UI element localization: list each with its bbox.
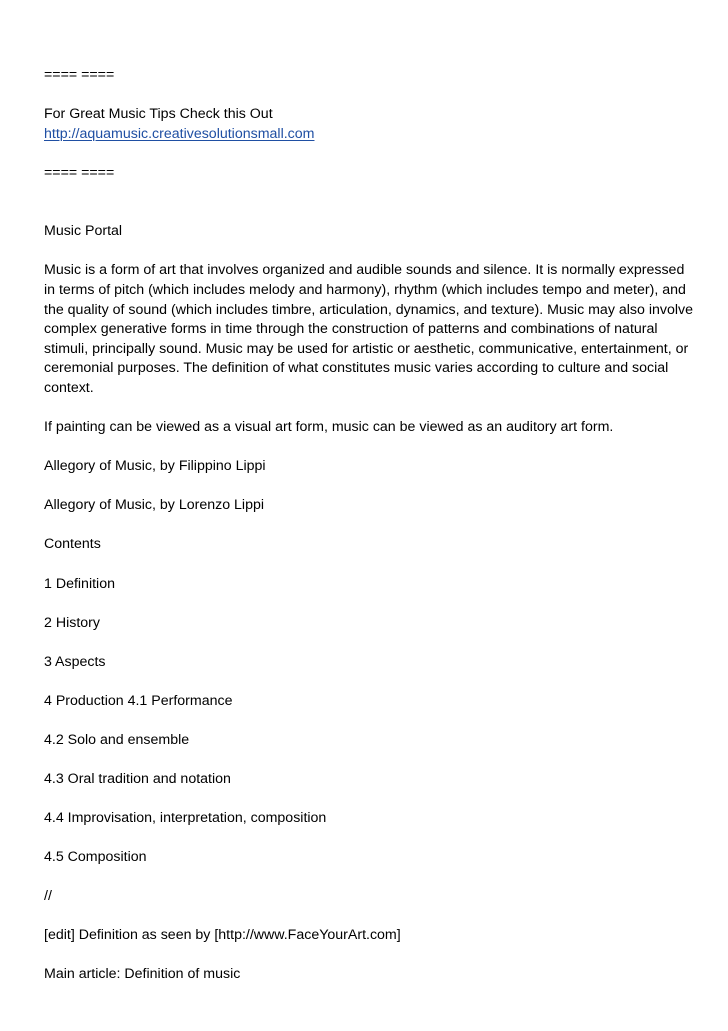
spacer: [44, 672, 694, 692]
spacer: [44, 399, 694, 419]
contents-item: 1 Definition: [44, 575, 115, 592]
promo-text: For Great Music Tips Check this Out: [44, 106, 273, 123]
spacer: [44, 183, 694, 222]
spacer: [44, 946, 694, 966]
spacer: [44, 86, 694, 106]
spacer: [44, 144, 694, 164]
contents-item: 3 Aspects: [44, 653, 106, 670]
main-article-note: Main article: Definition of music: [44, 966, 241, 983]
spacer: [44, 829, 694, 849]
spacer: [44, 633, 694, 653]
spacer: [44, 438, 694, 458]
contents-item: 4.2 Solo and ensemble: [44, 731, 190, 748]
contents-item: 4.4 Improvisation, interpretation, composition: [44, 810, 327, 827]
contents-item: 4.5 Composition: [44, 849, 147, 866]
document-page: [44, 66, 694, 985]
contents-heading: Contents: [44, 536, 101, 553]
article-paragraph-2: If painting can be viewed as a visual art form, music can be viewed as an auditory art form.: [44, 419, 614, 436]
spacer: [44, 242, 694, 262]
contents-item: 4 Production 4.1 Performance: [44, 692, 233, 709]
spacer: [44, 477, 694, 497]
image-caption-1: Allegory of Music, by Filippino Lippi: [44, 458, 266, 475]
spacer: [44, 555, 694, 575]
promo-link[interactable]: http://aquamusic.creativesolutionsmall.com: [44, 125, 315, 142]
spacer: [44, 594, 694, 614]
spacer: [44, 711, 694, 731]
spacer: [44, 516, 694, 536]
spacer: [44, 750, 694, 770]
spacer: [44, 868, 694, 888]
article-title: Music Portal: [44, 223, 123, 240]
separator-bottom: ==== ====: [44, 164, 115, 181]
spacer: [44, 907, 694, 927]
spacer: [44, 790, 694, 810]
article-paragraph-1: Music is a form of art that involves organized and audible sounds and silence. It is normally expressed in terms of pitch (which includes melody and harmony), rhythm (which includes tempo and meter), and the quality of sound (which includes timbre, articulation, dynamics, and texture). Music may also involve complex generative forms in time through the construction of patterns and combinations of natural stimuli, principally sound. Music may be used for artistic or aesthetic, communicative, entertainment, or ceremonial purposes. The definition of what constitutes music varies according to culture and social context.: [44, 262, 693, 397]
comment-marker: //: [44, 888, 52, 905]
contents-item: 2 History: [44, 614, 100, 631]
edit-heading: [edit] Definition as seen by [http://www.FaceYourArt.com]: [44, 927, 401, 944]
separator-top: ==== ====: [44, 67, 115, 83]
image-caption-2: Allegory of Music, by Lorenzo Lippi: [44, 497, 265, 514]
contents-item: 4.3 Oral tradition and notation: [44, 770, 231, 787]
